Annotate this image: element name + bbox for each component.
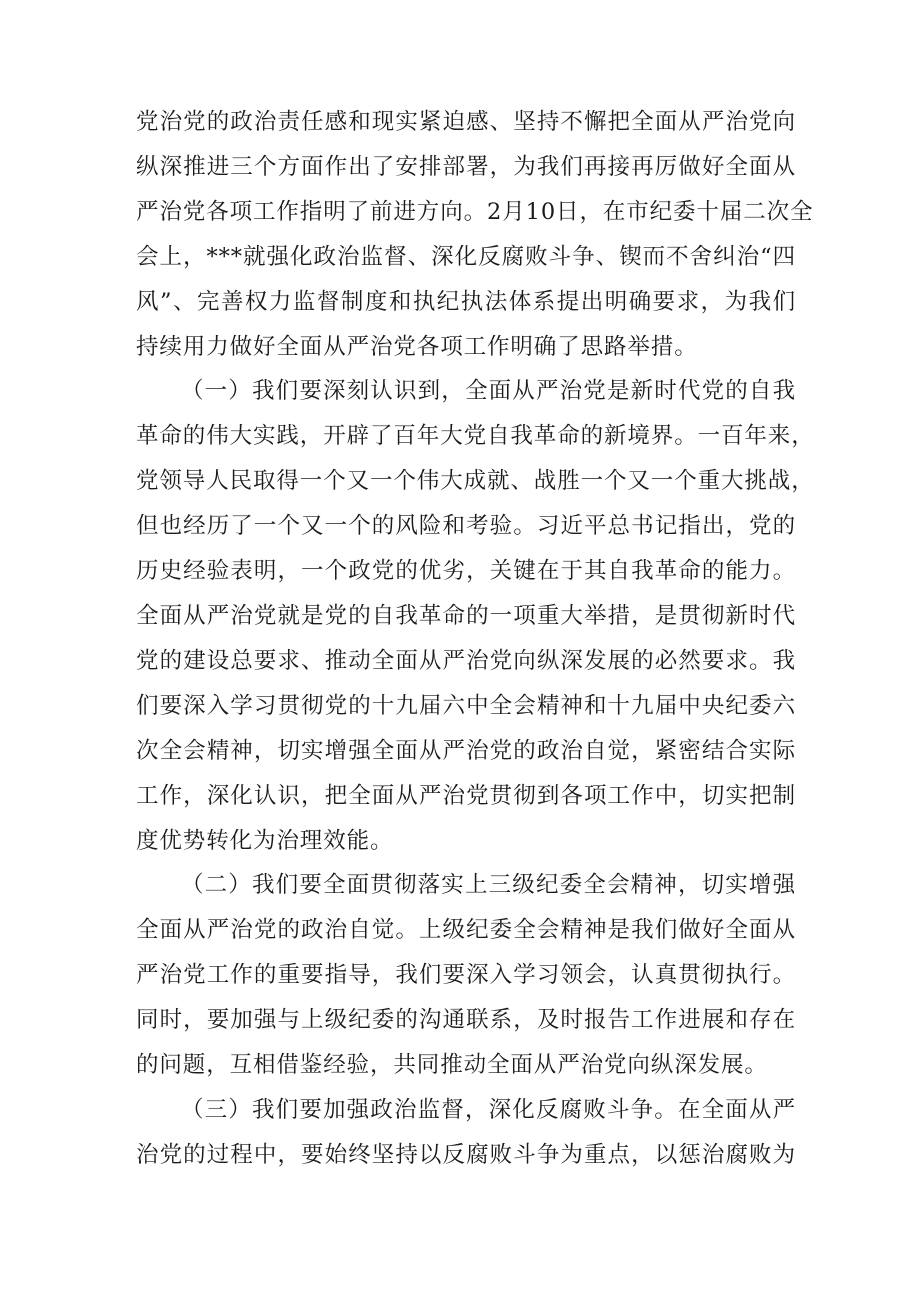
- text-line: 历史经验表明，一个政党的优劣，关键在于其自我革命的能力。: [136, 558, 796, 585]
- text-line: 党领导人民取得一个又一个伟大成就、战胜一个又一个重大挑战，: [136, 468, 815, 495]
- paragraph-section-3: [136, 1088, 796, 1178]
- text-line: 工作，深化认识，把全面从严治党贯彻到各项工作中，切实把制: [136, 782, 796, 809]
- text-line: 度优势转化为治理效能。: [136, 827, 394, 854]
- paragraph-section-2: [136, 863, 796, 1088]
- text-line: 次全会精神，切实增强全面从严治党的政治自觉，紧密结合实际: [136, 737, 796, 764]
- text-line: 全面从严治党就是党的自我革命的一项重大举措，是贯彻新时代: [136, 602, 796, 629]
- text-line: （一）我们要深刻认识到，全面从严治党是新时代党的自我: [181, 378, 796, 405]
- document-body: [136, 100, 815, 1178]
- text-line: 们要深入学习贯彻党的十九届六中全会精神和十九届中央纪委六: [136, 692, 796, 719]
- text-line: 会上，***就强化政治监督、深化反腐败斗争、锲而不舍纠治“四: [136, 243, 796, 270]
- text-line: 同时，要加强与上级纪委的沟通联系，及时报告工作进展和存在: [136, 1007, 796, 1034]
- text-line: 党治党的政治责任感和现实紧迫感、坚持不懈把全面从严治党向: [136, 109, 796, 135]
- text-line: 严治党工作的重要指导，我们要深入学习领会，认真贯彻执行。: [136, 962, 796, 989]
- text-line: 全面从严治党的政治自觉。上级纪委全会精神是我们做好全面从: [136, 917, 796, 944]
- text-line: 革命的伟大实践，开辟了百年大党自我革命的新境界。一百年来，: [136, 423, 815, 450]
- paragraph-section-1: [136, 369, 815, 863]
- text-line: 的问题，互相借鉴经验，共同推动全面从严治党向纵深发展。: [136, 1052, 768, 1079]
- text-line: （三）我们要加强政治监督，深化反腐败斗争。在全面从严: [181, 1096, 796, 1123]
- text-line: （二）我们要全面贯彻落实上三级纪委全会精神，切实增强: [181, 872, 796, 899]
- text-line: 但也经历了一个又一个的风险和考验。习近平总书记指出，党的: [136, 513, 796, 540]
- paragraph-intro: [136, 100, 814, 369]
- text-line: 风”、完善权力监督制度和执纪执法体系提出明确要求，为我们: [136, 288, 796, 315]
- text-line: 党的建设总要求、推动全面从严治党向纵深发展的必然要求。我: [136, 647, 796, 674]
- text-line: 严治党各项工作指明了前进方向。2月10日，在市纪委十届二次全: [136, 198, 814, 225]
- text-line: 持续用力做好全面从严治党各项工作明确了思路举措。: [136, 333, 698, 360]
- text-line: 治党的过程中，要始终坚持以反腐败斗争为重点，以惩治腐败为: [136, 1141, 796, 1168]
- text-line: 纵深推进三个方面作出了安排部署，为我们再接再厉做好全面从: [136, 153, 796, 180]
